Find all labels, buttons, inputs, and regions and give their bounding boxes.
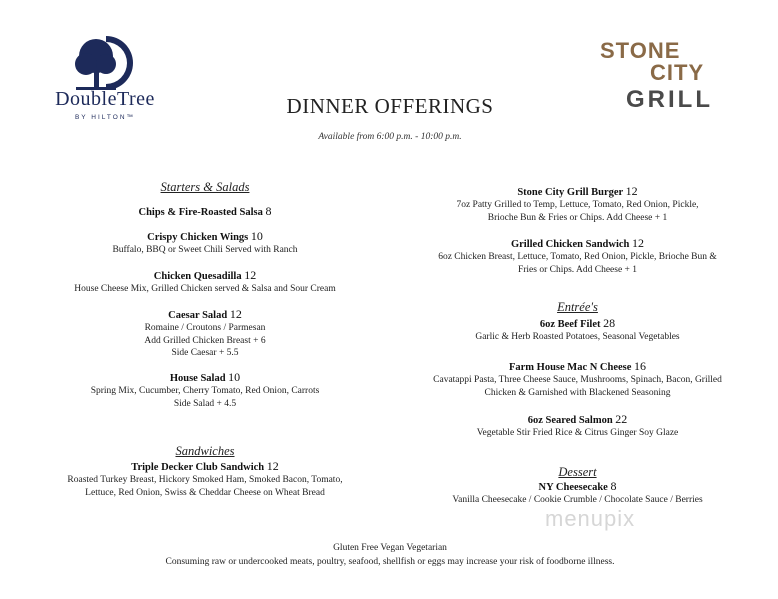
item-description: Garlic & Herb Roasted Potatoes, Seasonal Vegetables — [475, 332, 680, 342]
menu-item — [40, 370, 370, 410]
service-hours: Available from 6:00 p.m. - 10:00 p.m. — [318, 132, 462, 142]
doubletree-wordmark: DoubleTree — [55, 88, 155, 110]
menu-item — [405, 359, 750, 399]
item-price: 12 — [266, 459, 279, 473]
item-name: 6oz Beef Filet — [539, 319, 601, 330]
item-name: Caesar Salad — [168, 310, 228, 321]
item-price: 8 — [265, 204, 272, 218]
item-price: 22 — [615, 412, 628, 426]
item-description: 6oz Chicken Breast, Lettuce, Tomato, Red Onion, Pickle, Brioche Bun & — [438, 252, 717, 262]
item-name: Farm House Mac N Cheese — [508, 362, 632, 373]
item-description: Vanilla Cheesecake / Cookie Crumble / Chocolate Sauce / Berries — [452, 495, 703, 505]
item-description: Vegetable Stir Fried Rice & Citrus Ginger Soy Glaze — [476, 428, 679, 438]
menu-item — [40, 459, 370, 499]
item-name: NY Cheesecake — [538, 482, 608, 493]
section-starters-title: Starters & Salads — [160, 180, 250, 194]
logo-word-grill: GRILL — [626, 86, 713, 113]
menu-item — [405, 184, 750, 224]
item-price: 10 — [228, 370, 241, 384]
item-description: Buffalo, BBQ or Sweet Chili Served with Ranch — [112, 245, 298, 255]
menu-item — [405, 316, 750, 344]
item-description: Fries or Chips. Add Cheese + 1 — [517, 264, 638, 275]
logo-word-stone: STONE — [600, 38, 681, 63]
item-name: Crispy Chicken Wings — [147, 232, 249, 243]
doubletree-subtitle: BY HILTON™ — [74, 114, 136, 121]
item-description: Chicken & Garnished with Blackened Seasoning — [484, 387, 671, 398]
section-entrees-title: Entrée's — [557, 300, 598, 314]
page-title: DINNER OFFERINGS — [286, 94, 494, 118]
doubletree-logo — [30, 34, 180, 124]
item-name: Chips & Fire-Roasted Salsa — [138, 207, 263, 218]
section-sandwiches-title: Sandwiches — [175, 444, 235, 458]
menu-item — [405, 412, 750, 440]
item-price: 8 — [610, 479, 617, 493]
item-price: 16 — [634, 359, 647, 373]
item-name: 6oz Seared Salmon — [527, 415, 613, 426]
menu-item — [40, 204, 370, 219]
tree-icon — [66, 34, 138, 92]
item-price: 28 — [603, 316, 616, 330]
menu-item — [40, 307, 370, 360]
item-description: Roasted Turkey Breast, Hickory Smoked Ham, Smoked Bacon, Tomato, — [67, 475, 343, 485]
menu-item — [40, 268, 370, 296]
item-description: Spring Mix, Cucumber, Cherry Tomato, Red Onion, Carrots — [90, 386, 320, 396]
item-description: Brioche Bun & Fries or Chips. Add Cheese + 1 — [487, 212, 668, 223]
menu-item — [405, 236, 750, 276]
item-description: 7oz Patty Grilled to Temp, Lettuce, Tomato, Red Onion, Pickle, — [456, 200, 699, 210]
item-description: Side Caesar + 5.5 — [171, 348, 239, 358]
item-description: Lettuce, Red Onion, Swiss & Cheddar Cheese on Wheat Bread — [85, 487, 325, 498]
dietary-legend: Gluten Free Vegan Vegetarian — [333, 543, 447, 553]
item-price: 12 — [625, 184, 638, 198]
item-name: Triple Decker Club Sandwich — [131, 462, 265, 473]
item-price: 12 — [632, 236, 645, 250]
item-name: Chicken Quesadilla — [153, 271, 242, 282]
item-price: 12 — [244, 268, 257, 282]
item-name: Stone City Grill Burger — [517, 187, 624, 198]
menu-item — [40, 229, 370, 257]
item-price: 10 — [250, 229, 263, 243]
menu-item — [405, 479, 750, 507]
section-dessert-title: Dessert — [558, 465, 597, 479]
item-description: Add Grilled Chicken Breast + 6 — [144, 335, 266, 346]
item-name: House Salad — [169, 373, 226, 384]
logo-word-city: CITY — [650, 60, 705, 85]
item-description: House Cheese Mix, Grilled Chicken served & Salsa and Sour Cream — [74, 284, 336, 294]
item-description: Romaine / Croutons / Parmesan — [144, 323, 266, 333]
item-name: Grilled Chicken Sandwich — [510, 239, 630, 250]
health-disclaimer: Consuming raw or undercooked meats, poultry, seafood, shellfish or eggs may increase your risk of foodborne illness. — [165, 557, 615, 567]
item-description: Side Salad + 4.5 — [173, 398, 237, 409]
menupix-watermark: menupix — [545, 506, 636, 531]
item-price: 12 — [229, 307, 242, 321]
item-description: Cavatappi Pasta, Three Cheese Sauce, Mushrooms, Spinach, Bacon, Grilled — [433, 375, 722, 385]
stone-city-grill-logo — [600, 38, 720, 118]
